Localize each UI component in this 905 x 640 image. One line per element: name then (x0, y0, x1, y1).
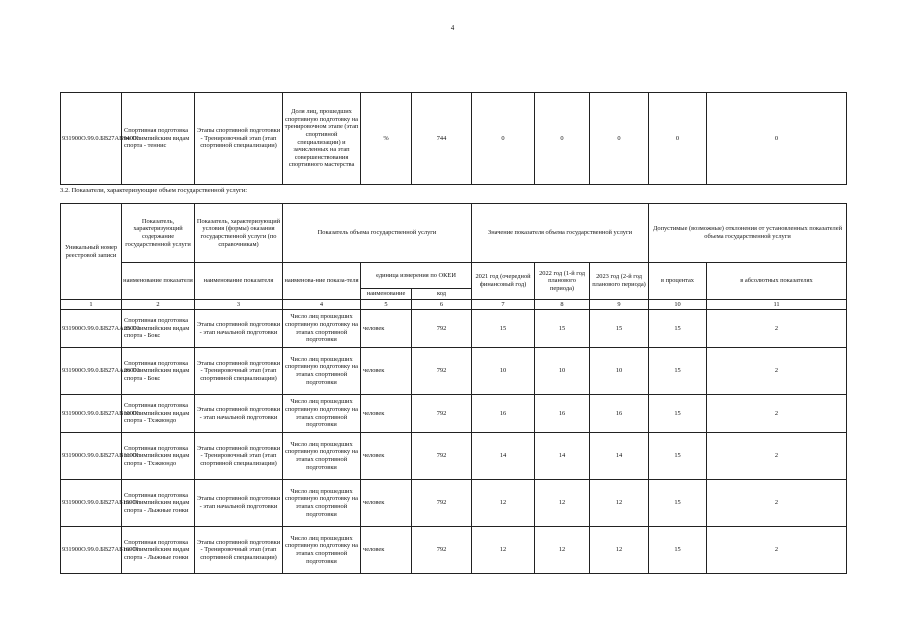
condition-cell: Этапы спортивной подготовки - Тренировочный этап (этап спортивной специализации) (195, 348, 283, 395)
content-cell: Спортивная подготовка по Олимпийским видам спорта - Бокс (122, 348, 195, 395)
condition-cell: Этапы спортивной подготовки - этап начальной подготовки (195, 310, 283, 348)
okei-code-cell: 792 (412, 480, 472, 527)
page-number: 4 (450, 24, 455, 32)
content-cell: Спортивная подготовка по Олимпийским видам спорта - Лыжные гонки (122, 527, 195, 574)
value-cell: 16 (590, 395, 649, 433)
registry-code-cell: 931900О.99.0.БВ27АА26001 (61, 348, 122, 395)
registry-code-cell: 931900О.99.0.БВ27АА25001 (61, 310, 122, 348)
column-number: 5 (361, 300, 412, 310)
header-condition: Показатель, характеризующий условия (формы) оказания государственной услуги (по справочникам) (195, 204, 283, 263)
column-number: 11 (707, 300, 847, 310)
okei-code-cell: 792 (412, 433, 472, 480)
value-cell: 15 (535, 310, 590, 348)
table-row (61, 433, 847, 480)
column-number-row (61, 300, 847, 310)
header-row (61, 204, 847, 263)
value-cell: 2 (707, 395, 847, 433)
header-absolute: в абсолютных показателях (707, 263, 847, 300)
indicator-cell: Доля лиц, прошедших спортивную подготовку на тренировочном этапе (этап спортивной специализации) и зачисленных на этап совершенствования спортивного мастерства (283, 93, 361, 185)
okei-code-cell: 792 (412, 395, 472, 433)
indicator-cell: Число лиц прошедших спортивную подготовку на этапах спортивной подготовки (283, 527, 361, 574)
column-number: 3 (195, 300, 283, 310)
okei-code-cell: 792 (412, 310, 472, 348)
column-number: 8 (535, 300, 590, 310)
unit-cell: человек (361, 480, 412, 527)
registry-code-cell: 931900О.99.0.БВ27АБ16001 (61, 527, 122, 574)
header-content: Показатель, характеризующий содержание государственной услуги (122, 204, 195, 263)
value-cell: 14 (590, 433, 649, 480)
value-cell: 15 (649, 433, 707, 480)
unit-cell: человек (361, 527, 412, 574)
value-cell: 2 (707, 527, 847, 574)
value-cell: 12 (535, 527, 590, 574)
unit-cell: % (361, 93, 412, 185)
content-cell: Спортивная подготовка по Олимпийским видам спорта - Тхэквондо (122, 433, 195, 480)
value-cell: 2 (707, 433, 847, 480)
unit-cell: человек (361, 348, 412, 395)
quality-indicator-table (60, 92, 847, 185)
indicator-cell: Число лиц прошедших спортивную подготовку на этапах спортивной подготовки (283, 480, 361, 527)
value-cell: 10 (590, 348, 649, 395)
value-cell: 12 (590, 527, 649, 574)
content-cell: Спортивная подготовка по Олимпийским видам спорта - Лыжные гонки (122, 480, 195, 527)
value-cell: 16 (472, 395, 535, 433)
okei-code-cell: 744 (412, 93, 472, 185)
table-row (61, 480, 847, 527)
volume-indicator-table (60, 203, 847, 574)
condition-cell: Этапы спортивной подготовки - Тренировочный этап (этап спортивной специализации) (195, 433, 283, 480)
value-cell: 15 (649, 480, 707, 527)
value-cell: 0 (535, 93, 590, 185)
value-cell: 0 (707, 93, 847, 185)
value-cell: 2 (707, 310, 847, 348)
registry-code-cell: 931900О.99.0.БВ27АВ94001 (61, 93, 122, 185)
indicator-cell: Число лиц прошедших спортивную подготовку на этапах спортивной подготовки (283, 395, 361, 433)
registry-code-cell: 931900О.99.0.БВ27АБ15001 (61, 480, 122, 527)
header-row (61, 263, 847, 289)
value-cell: 15 (649, 348, 707, 395)
header-year-1: 2021 год (очередной финансовый год) (472, 263, 535, 300)
value-cell: 0 (472, 93, 535, 185)
value-cell: 12 (472, 527, 535, 574)
column-number: 4 (283, 300, 361, 310)
header-year-2: 2022 год (1-й год планового периода) (535, 263, 590, 300)
condition-cell: Этапы спортивной подготовки - этап начальной подготовки (195, 395, 283, 433)
header-year-3: 2023 год (2-й год планового периода) (590, 263, 649, 300)
value-cell: 10 (472, 348, 535, 395)
column-number: 1 (61, 300, 122, 310)
condition-cell: Этапы спортивной подготовки - этап начальной подготовки (195, 480, 283, 527)
unit-cell: человек (361, 310, 412, 348)
value-cell: 15 (649, 527, 707, 574)
header-unit-okei: единица измерения по ОКЕИ (361, 263, 472, 289)
unit-cell: человек (361, 395, 412, 433)
column-number: 6 (412, 300, 472, 310)
table-row (61, 348, 847, 395)
header-unit-code: код (412, 289, 472, 300)
header-unique-number: Уникальный номер реестровой записи (61, 204, 122, 300)
value-cell: 10 (535, 348, 590, 395)
condition-cell: Этапы спортивной подготовки - Тренировочный этап (этап спортивной специализации) (195, 93, 283, 185)
okei-code-cell: 792 (412, 348, 472, 395)
condition-cell: Этапы спортивной подготовки - Тренировочный этап (этап спортивной специализации) (195, 527, 283, 574)
header-name-indicator: наименование показателя (122, 263, 195, 300)
table-row (61, 527, 847, 574)
section-title: 3.2. Показатели, характеризующие объем государственной услуги: (60, 187, 248, 194)
content-cell: Спортивная подготовка по Олимпийским видам спорта - Бокс (122, 310, 195, 348)
header-percent: в процентах (649, 263, 707, 300)
header-volume-indicator: Показатель объема государственной услуги (283, 204, 472, 263)
indicator-cell: Число лиц прошедших спортивную подготовку на этапах спортивной подготовки (283, 348, 361, 395)
content-cell: Спортивная подготовка по Олимпийским видам спорта - Тхэквондо (122, 395, 195, 433)
value-cell: 0 (649, 93, 707, 185)
column-number: 2 (122, 300, 195, 310)
okei-code-cell: 792 (412, 527, 472, 574)
value-cell: 12 (535, 480, 590, 527)
column-number: 9 (590, 300, 649, 310)
registry-code-cell: 931900О.99.0.БВ27АВ10001 (61, 395, 122, 433)
value-cell: 15 (590, 310, 649, 348)
indicator-cell: Число лиц прошедших спортивную подготовку на этапах спортивной подготовки (283, 310, 361, 348)
value-cell: 14 (472, 433, 535, 480)
table-row (61, 93, 847, 185)
value-cell: 14 (535, 433, 590, 480)
value-cell: 12 (590, 480, 649, 527)
header-volume-values: Значение показателя объема государственной услуги (472, 204, 649, 263)
content-cell: Спортивная подготовка по Олимпийским видам спорта - теннис (122, 93, 195, 185)
unit-cell: человек (361, 433, 412, 480)
column-number: 7 (472, 300, 535, 310)
header-name-indicator: наименова-ние показа-теля (283, 263, 361, 300)
value-cell: 15 (649, 395, 707, 433)
value-cell: 2 (707, 348, 847, 395)
table-row (61, 310, 847, 348)
value-cell: 2 (707, 480, 847, 527)
value-cell: 15 (472, 310, 535, 348)
header-name-indicator: наименование показателя (195, 263, 283, 300)
value-cell: 15 (649, 310, 707, 348)
registry-code-cell: 931900О.99.0.БВ27АВ11001 (61, 433, 122, 480)
indicator-cell: Число лиц прошедших спортивную подготовку на этапах спортивной подготовки (283, 433, 361, 480)
column-number: 10 (649, 300, 707, 310)
value-cell: 16 (535, 395, 590, 433)
header-unit-name: наименование (361, 289, 412, 300)
table-row (61, 395, 847, 433)
header-deviations: Допустимые (возможные) отклонения от установленных показателей объема государственной услуги (649, 204, 847, 263)
value-cell: 0 (590, 93, 649, 185)
value-cell: 12 (472, 480, 535, 527)
